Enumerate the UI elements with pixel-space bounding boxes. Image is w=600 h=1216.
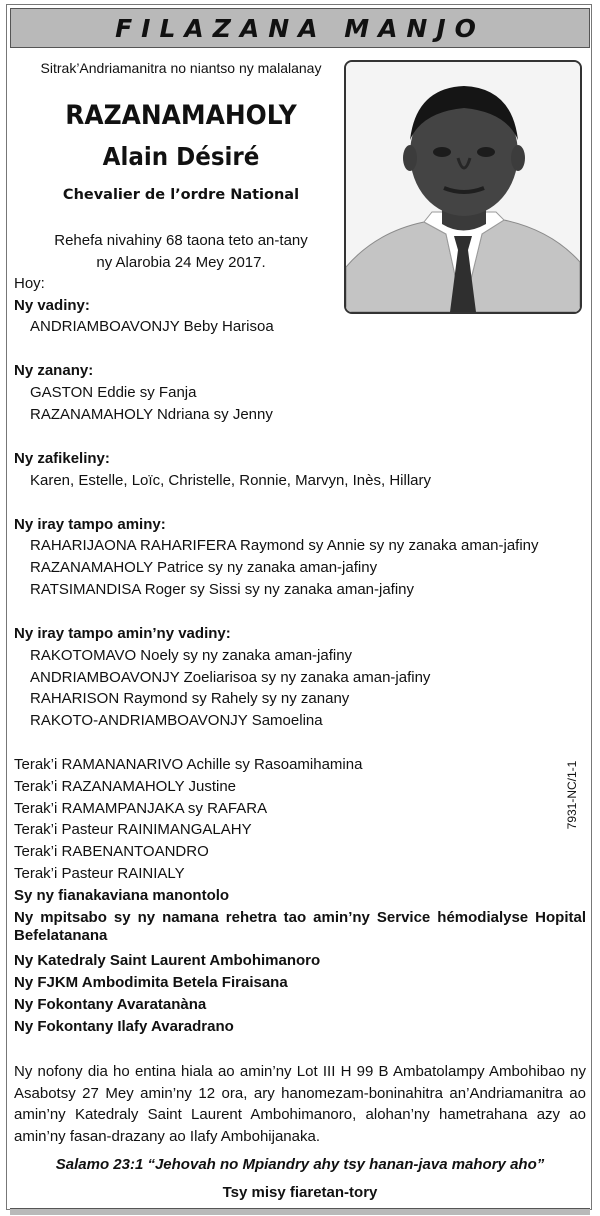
relative-line: Terak’i Pasteur RAINIALY	[14, 865, 185, 882]
relative-line: Terak’i Pasteur RAINIMANGALAHY	[14, 821, 252, 838]
portrait-photo	[344, 60, 582, 314]
funeral-info: Ny nofony dia ho entina hiala ao amin’ny Lot III H 99 B Ambatolampy Ambohibao ny Asabotsy 27 Mey amin’ny 12 ora, ary hanomezam-boninahitra an’Andriamanitra ao amin’ny Katedraly Saint Laurent Ambohimanoro, alohan’ny hametrahana azy ao amin’ny fasan-drazany ao Ilafy Ambohijanaka.	[14, 1063, 586, 1145]
fokontany-line: Ny Fokontany Ilafy Avaradrano	[14, 1018, 234, 1035]
fokontany-line: Ny Fokontany Avaratanàna	[14, 996, 207, 1013]
death-notice-line-2: ny Alarobia 24 Mey 2017.	[96, 254, 266, 271]
section-item: RAZANAMAHOLY Ndriana sy Jenny	[30, 406, 273, 423]
portrait-illustration	[346, 62, 580, 312]
section-item: ANDRIAMBOAVONJY Zoeliarisoa sy ny zanaka aman-jafiny	[30, 669, 431, 686]
family-line: Sy ny fianakaviana manontolo	[14, 887, 230, 904]
section-item: Karen, Estelle, Loïc, Christelle, Ronnie, Marvyn, Inès, Hillary	[30, 472, 431, 489]
section-item: GASTON Eddie sy Fanja	[30, 384, 197, 401]
section-heading: Ny vadiny:	[14, 297, 90, 314]
section-item: RAKOTOMAVO Noely sy ny zanaka aman-jafiny	[30, 647, 353, 664]
hoy-label: Hoy:	[14, 275, 45, 292]
section-item: RAKOTO-ANDRIAMBOAVONJY Samoelina	[30, 712, 323, 729]
hospital-line: Ny mpitsabo sy ny namana rehetra tao amin’ny Service hémodialyse Hopital Befelatanana	[14, 909, 586, 944]
relative-line: Terak’i RABENANTOANDRO	[14, 843, 209, 860]
section-item: RAHARIJAONA RAHARIFERA Raymond sy Annie sy ny zanaka aman-jafiny	[30, 537, 539, 554]
deceased-given-names: Alain Désiré	[102, 142, 260, 171]
church-line: Ny Katedraly Saint Laurent Ambohimanoro	[14, 952, 321, 969]
notice-title: FILAZANA MANJO	[115, 13, 485, 43]
deceased-honor: Chevalier de l’ordre National	[62, 187, 300, 203]
relative-line: Terak’i RAMANANARIVO Achille sy Rasoamihamina	[14, 756, 363, 773]
header-bar	[10, 8, 590, 48]
relative-line: Terak’i RAMAMPANJAKA sy RAFARA	[14, 800, 268, 817]
section-heading: Ny iray tampo aminy:	[14, 516, 166, 533]
closing-line: Tsy misy fiaretan-tory	[222, 1184, 378, 1201]
section-heading: Ny zanany:	[14, 362, 94, 379]
deceased-surname: RAZANAMAHOLY	[65, 100, 297, 131]
relative-line: Terak’i RAZANAMAHOLY Justine	[14, 778, 237, 795]
footer-bar	[10, 1208, 590, 1215]
section-heading: Ny iray tampo amin’ny vadiny:	[14, 625, 231, 642]
church-line: Ny FJKM Ambodimita Betela Firaisana	[14, 974, 288, 991]
section-item: RAHARISON Raymond sy Rahely sy ny zanany	[30, 690, 350, 707]
ad-code	[562, 760, 582, 830]
ad-code-text: 7931-NC/1-1	[565, 760, 579, 830]
death-notice-line-1: Rehefa nivahiny 68 taona teto an-tany	[54, 232, 308, 249]
intro-line: Sitrak’Andriamanitra no niantso ny malalanay	[40, 60, 322, 76]
psalm-quote: Salamo 23:1 “Jehovah no Mpiandry ahy tsy hanan-java mahory aho”	[55, 1156, 545, 1173]
section-heading: Ny zafikeliny:	[14, 450, 110, 467]
section-item: ANDRIAMBOAVONJY Beby Harisoa	[30, 318, 274, 335]
section-item: RATSIMANDISA Roger sy Sissi sy ny zanaka aman-jafiny	[30, 581, 415, 598]
section-item: RAZANAMAHOLY Patrice sy ny zanaka aman-jafiny	[30, 559, 378, 576]
